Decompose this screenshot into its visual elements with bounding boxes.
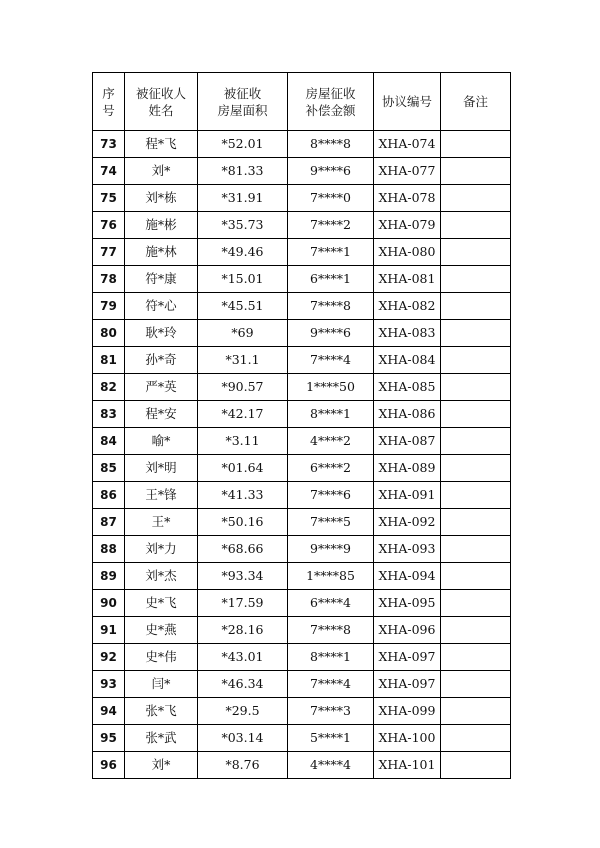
header-seq	[93, 73, 125, 131]
cell-area: *29.5	[198, 698, 288, 725]
cell-area: *17.59	[198, 590, 288, 617]
cell-area: *15.01	[198, 266, 288, 293]
cell-area: *46.34	[198, 671, 288, 698]
cell-name: 刘*	[125, 158, 198, 185]
header-row	[93, 73, 511, 131]
header-seq-line2: 号	[102, 102, 115, 118]
table-row	[93, 374, 511, 401]
cell-name: 史*伟	[125, 644, 198, 671]
cell-remark	[441, 347, 511, 374]
cell-name: 孙*奇	[125, 347, 198, 374]
cell-amount: 6****4	[288, 590, 374, 617]
cell-remark	[441, 482, 511, 509]
cell-name: 严*英	[125, 374, 198, 401]
cell-amount: 8****1	[288, 644, 374, 671]
cell-remark	[441, 212, 511, 239]
cell-agreement: XHA-095	[374, 590, 441, 617]
table-row	[93, 293, 511, 320]
cell-name: 王*锋	[125, 482, 198, 509]
cell-seq: 85	[93, 455, 125, 482]
cell-remark	[441, 266, 511, 293]
cell-seq: 90	[93, 590, 125, 617]
header-amount-line1: 房屋征收	[305, 85, 356, 101]
table-row	[93, 644, 511, 671]
cell-agreement: XHA-093	[374, 536, 441, 563]
header-agreement: 协议编号	[374, 73, 441, 131]
cell-remark	[441, 374, 511, 401]
header-seq-line1: 序	[102, 85, 115, 101]
table-row	[93, 212, 511, 239]
cell-remark	[441, 185, 511, 212]
cell-seq: 74	[93, 158, 125, 185]
cell-agreement: XHA-077	[374, 158, 441, 185]
cell-amount: 4****4	[288, 752, 374, 779]
cell-area: *49.46	[198, 239, 288, 266]
cell-name: 王*	[125, 509, 198, 536]
cell-area: *01.64	[198, 455, 288, 482]
header-area-line1: 被征收	[223, 85, 262, 101]
cell-seq: 88	[93, 536, 125, 563]
cell-name: 刘*	[125, 752, 198, 779]
table-row	[93, 482, 511, 509]
cell-name: 闫*	[125, 671, 198, 698]
table-row	[93, 617, 511, 644]
cell-seq: 81	[93, 347, 125, 374]
cell-remark	[441, 401, 511, 428]
cell-seq: 95	[93, 725, 125, 752]
cell-amount: 7****4	[288, 671, 374, 698]
cell-amount: 7****8	[288, 617, 374, 644]
cell-agreement: XHA-081	[374, 266, 441, 293]
header-amount	[288, 73, 374, 131]
table-row	[93, 455, 511, 482]
cell-seq: 82	[93, 374, 125, 401]
cell-agreement: XHA-094	[374, 563, 441, 590]
cell-remark	[441, 428, 511, 455]
cell-agreement: XHA-084	[374, 347, 441, 374]
cell-agreement: XHA-079	[374, 212, 441, 239]
cell-agreement: XHA-099	[374, 698, 441, 725]
cell-remark	[441, 644, 511, 671]
cell-amount: 7****3	[288, 698, 374, 725]
compensation-table	[92, 72, 511, 779]
table-row	[93, 347, 511, 374]
cell-remark	[441, 131, 511, 158]
cell-agreement: XHA-087	[374, 428, 441, 455]
table-row	[93, 320, 511, 347]
cell-agreement: XHA-074	[374, 131, 441, 158]
cell-remark	[441, 320, 511, 347]
cell-seq: 73	[93, 131, 125, 158]
cell-amount: 5****1	[288, 725, 374, 752]
header-remark: 备注	[441, 73, 511, 131]
cell-name: 刘*明	[125, 455, 198, 482]
cell-name: 刘*栋	[125, 185, 198, 212]
cell-name: 喻*	[125, 428, 198, 455]
cell-name: 符*心	[125, 293, 198, 320]
cell-amount: 8****1	[288, 401, 374, 428]
cell-amount: 7****1	[288, 239, 374, 266]
cell-amount: 1****85	[288, 563, 374, 590]
cell-agreement: XHA-092	[374, 509, 441, 536]
cell-name: 施*彬	[125, 212, 198, 239]
table-row	[93, 563, 511, 590]
cell-seq: 84	[93, 428, 125, 455]
cell-seq: 94	[93, 698, 125, 725]
cell-area: *31.1	[198, 347, 288, 374]
cell-area: *42.17	[198, 401, 288, 428]
cell-area: *45.51	[198, 293, 288, 320]
cell-agreement: XHA-097	[374, 644, 441, 671]
cell-seq: 79	[93, 293, 125, 320]
cell-remark	[441, 536, 511, 563]
table-row	[93, 266, 511, 293]
cell-seq: 83	[93, 401, 125, 428]
cell-area: *52.01	[198, 131, 288, 158]
header-amount-line2: 补偿金额	[305, 102, 356, 118]
cell-amount: 7****2	[288, 212, 374, 239]
cell-amount: 6****1	[288, 266, 374, 293]
cell-area: *3.11	[198, 428, 288, 455]
table-row	[93, 185, 511, 212]
table-row	[93, 590, 511, 617]
cell-remark	[441, 752, 511, 779]
cell-amount: 7****5	[288, 509, 374, 536]
cell-seq: 86	[93, 482, 125, 509]
cell-remark	[441, 617, 511, 644]
cell-seq: 77	[93, 239, 125, 266]
cell-name: 刘*力	[125, 536, 198, 563]
cell-name: 刘*杰	[125, 563, 198, 590]
cell-seq: 87	[93, 509, 125, 536]
table-body	[93, 131, 511, 779]
cell-agreement: XHA-080	[374, 239, 441, 266]
table-row	[93, 536, 511, 563]
header-name-line2: 姓名	[148, 102, 174, 118]
table-row	[93, 131, 511, 158]
table-row	[93, 671, 511, 698]
header-name-line1: 被征收人	[135, 85, 186, 101]
cell-seq: 89	[93, 563, 125, 590]
cell-area: *68.66	[198, 536, 288, 563]
table-row	[93, 428, 511, 455]
cell-remark	[441, 590, 511, 617]
cell-seq: 91	[93, 617, 125, 644]
cell-remark	[441, 725, 511, 752]
cell-remark	[441, 509, 511, 536]
cell-area: *90.57	[198, 374, 288, 401]
cell-remark	[441, 158, 511, 185]
cell-amount: 9****9	[288, 536, 374, 563]
header-name	[125, 73, 198, 131]
cell-area: *81.33	[198, 158, 288, 185]
cell-agreement: XHA-097	[374, 671, 441, 698]
cell-amount: 8****8	[288, 131, 374, 158]
cell-seq: 76	[93, 212, 125, 239]
cell-agreement: XHA-100	[374, 725, 441, 752]
cell-remark	[441, 239, 511, 266]
cell-area: *93.34	[198, 563, 288, 590]
header-area	[198, 73, 288, 131]
cell-seq: 75	[93, 185, 125, 212]
table-row	[93, 239, 511, 266]
table-row	[93, 509, 511, 536]
cell-remark	[441, 455, 511, 482]
cell-agreement: XHA-086	[374, 401, 441, 428]
cell-agreement: XHA-091	[374, 482, 441, 509]
cell-remark	[441, 671, 511, 698]
cell-remark	[441, 698, 511, 725]
cell-agreement: XHA-078	[374, 185, 441, 212]
cell-seq: 80	[93, 320, 125, 347]
cell-name: 张*武	[125, 725, 198, 752]
cell-name: 史*飞	[125, 590, 198, 617]
cell-agreement: XHA-089	[374, 455, 441, 482]
cell-amount: 6****2	[288, 455, 374, 482]
cell-agreement: XHA-085	[374, 374, 441, 401]
cell-area: *41.33	[198, 482, 288, 509]
cell-name: 耿*玲	[125, 320, 198, 347]
cell-agreement: XHA-096	[374, 617, 441, 644]
cell-amount: 7****6	[288, 482, 374, 509]
cell-name: 程*安	[125, 401, 198, 428]
cell-agreement: XHA-083	[374, 320, 441, 347]
table-header	[93, 73, 511, 131]
cell-amount: 7****0	[288, 185, 374, 212]
cell-remark	[441, 293, 511, 320]
table-row	[93, 698, 511, 725]
cell-name: 程*飞	[125, 131, 198, 158]
cell-seq: 92	[93, 644, 125, 671]
cell-name: 史*燕	[125, 617, 198, 644]
table-row	[93, 725, 511, 752]
cell-amount: 1****50	[288, 374, 374, 401]
cell-area: *8.76	[198, 752, 288, 779]
header-area-line2: 房屋面积	[217, 102, 268, 118]
cell-name: 符*康	[125, 266, 198, 293]
cell-area: *35.73	[198, 212, 288, 239]
cell-area: *03.14	[198, 725, 288, 752]
cell-area: *31.91	[198, 185, 288, 212]
table-row	[93, 158, 511, 185]
cell-amount: 9****6	[288, 158, 374, 185]
cell-area: *43.01	[198, 644, 288, 671]
cell-remark	[441, 563, 511, 590]
table-row	[93, 401, 511, 428]
cell-amount: 7****8	[288, 293, 374, 320]
cell-area: *69	[198, 320, 288, 347]
table-row	[93, 752, 511, 779]
cell-amount: 7****4	[288, 347, 374, 374]
cell-agreement: XHA-101	[374, 752, 441, 779]
cell-area: *28.16	[198, 617, 288, 644]
cell-seq: 93	[93, 671, 125, 698]
cell-seq: 96	[93, 752, 125, 779]
cell-amount: 4****2	[288, 428, 374, 455]
cell-area: *50.16	[198, 509, 288, 536]
cell-name: 施*林	[125, 239, 198, 266]
cell-amount: 9****6	[288, 320, 374, 347]
cell-agreement: XHA-082	[374, 293, 441, 320]
cell-name: 张*飞	[125, 698, 198, 725]
cell-seq: 78	[93, 266, 125, 293]
